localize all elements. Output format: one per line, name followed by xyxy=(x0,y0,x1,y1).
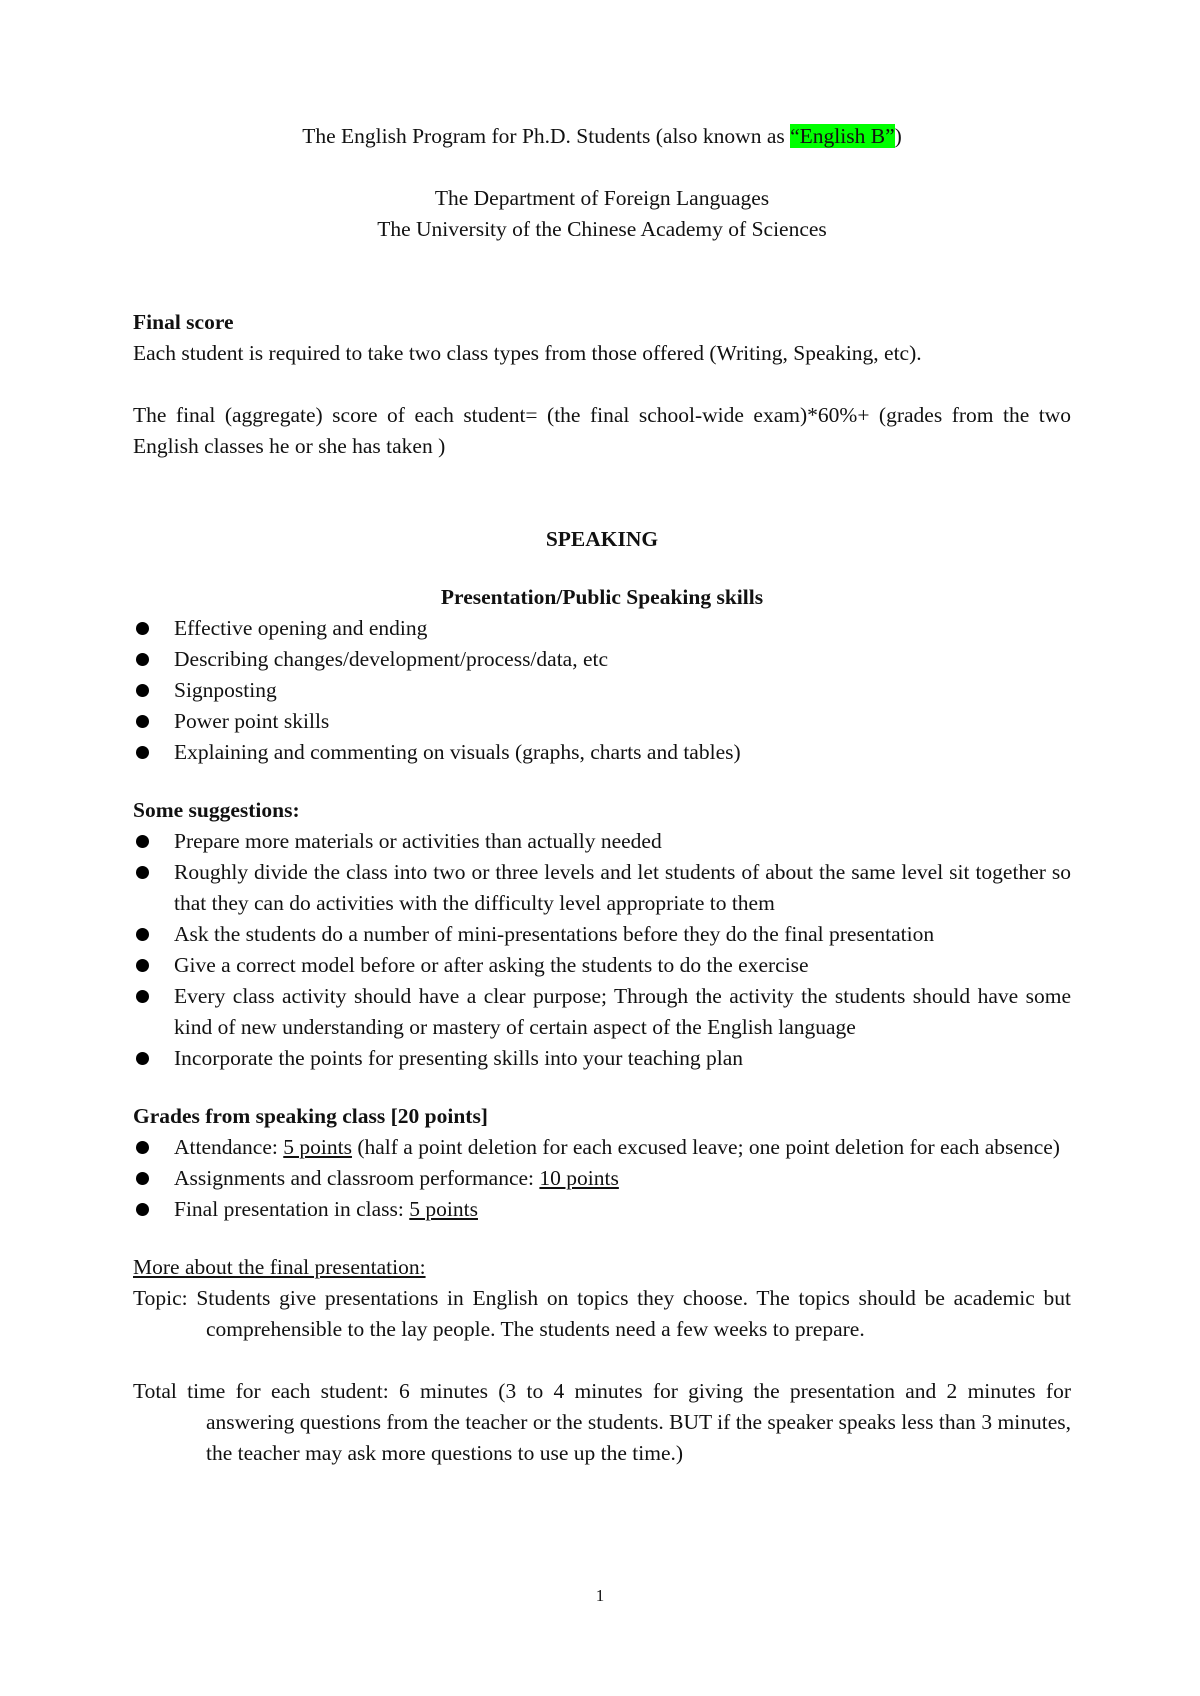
list-item xyxy=(133,1194,1071,1225)
bullet-icon xyxy=(136,835,149,848)
grade-points: 5 points xyxy=(409,1197,478,1221)
list-item-text: Power point skills xyxy=(174,709,330,733)
list-item-text: Roughly divide the class into two or three levels and let students of about the same level sit together so that they can do activities with the difficulty level appropriate to them xyxy=(174,860,1071,915)
bullet-icon xyxy=(136,1141,149,1154)
bullet-icon xyxy=(136,653,149,666)
bullet-icon xyxy=(136,866,149,879)
bullet-icon xyxy=(136,715,149,728)
final-score-para1: Each student is required to take two class types from those offered (Writing, Speaking, etc). xyxy=(133,341,922,365)
suggestions-list xyxy=(133,826,1071,1074)
bullet-icon xyxy=(136,928,149,941)
list-item-text: Every class activity should have a clear purpose; Through the activity the students should have some kind of new understanding or mastery of certain aspect of the English language xyxy=(174,984,1071,1039)
title-text: The English Program for Ph.D. Students (also known as xyxy=(302,124,791,148)
list-item xyxy=(133,1163,1071,1194)
bullet-icon xyxy=(136,1172,149,1185)
skills-list xyxy=(133,613,1071,768)
list-item xyxy=(133,613,1071,644)
page-number: 1 xyxy=(595,1586,605,1605)
bullet-icon xyxy=(136,746,149,759)
bullet-icon xyxy=(136,1203,149,1216)
grade-note: (half a point deletion for each excused leave; one point deletion for each absence) xyxy=(351,1135,1060,1159)
grade-points: 5 points xyxy=(283,1135,352,1159)
speaking-heading: SPEAKING xyxy=(545,527,659,551)
list-item xyxy=(133,950,1071,981)
bullet-icon xyxy=(136,990,149,1003)
list-item xyxy=(133,1043,1071,1074)
grades-list xyxy=(133,1132,1071,1225)
list-item xyxy=(133,706,1071,737)
suggestions-heading: Some suggestions: xyxy=(133,798,300,822)
grades-heading: Grades from speaking class [20 points] xyxy=(133,1104,488,1128)
title-close: ) xyxy=(894,124,902,148)
bullet-icon xyxy=(136,622,149,635)
final-score-heading: Final score xyxy=(133,310,234,334)
list-item-text: Describing changes/development/process/data, etc xyxy=(174,647,609,671)
document-page xyxy=(133,121,1071,1469)
document-title xyxy=(133,121,1071,152)
university-name: The University of the Chinese Academy of Sciences xyxy=(377,217,827,241)
grade-label: Attendance: xyxy=(174,1135,284,1159)
bullet-icon xyxy=(136,959,149,972)
list-item xyxy=(133,1132,1071,1163)
list-item xyxy=(133,919,1071,950)
final-score-para2: The final (aggregate) score of each student= (the final school-wide exam)*60%+ (grades from the two English classes he or she has taken ) xyxy=(133,403,1071,458)
list-item-text: Effective opening and ending xyxy=(174,616,428,640)
grade-label: Assignments and classroom performance: xyxy=(174,1166,540,1190)
list-item-text: Explaining and commenting on visuals (graphs, charts and tables) xyxy=(174,740,741,764)
total-time-paragraph: Total time for each student: 6 minutes (3 to 4 minutes for giving the presentation and 2 minutes for answering questions from the teacher or the students. BUT if the speaker speaks less than 3 minutes, the teacher may ask more questions to use up the time.) xyxy=(133,1379,1071,1465)
list-item xyxy=(133,675,1071,706)
list-item xyxy=(133,826,1071,857)
grade-label: Final presentation in class: xyxy=(174,1197,410,1221)
list-item-text: Incorporate the points for presenting skills into your teaching plan xyxy=(174,1046,744,1070)
list-item xyxy=(133,644,1071,675)
list-item-text: Prepare more materials or activities than actually needed xyxy=(174,829,662,853)
bullet-icon xyxy=(136,1052,149,1065)
list-item-text: Signposting xyxy=(174,678,277,702)
bullet-icon xyxy=(136,684,149,697)
list-item xyxy=(133,737,1071,768)
title-highlight: “English B” xyxy=(790,124,895,148)
grade-points: 10 points xyxy=(539,1166,619,1190)
list-item xyxy=(133,857,1071,919)
list-item-text: Give a correct model before or after asking the students to do the exercise xyxy=(174,953,809,977)
list-item-text: Ask the students do a number of mini-presentations before they do the final presentation xyxy=(174,922,935,946)
list-item xyxy=(133,981,1071,1043)
more-about-heading: More about the final presentation: xyxy=(133,1255,426,1279)
skills-subheading: Presentation/Public Speaking skills xyxy=(440,585,764,609)
topic-paragraph: Topic: Students give presentations in English on topics they choose. The topics should be academic but comprehensible to the lay people. The students need a few weeks to prepare. xyxy=(133,1286,1071,1341)
department-name: The Department of Foreign Languages xyxy=(434,186,770,210)
